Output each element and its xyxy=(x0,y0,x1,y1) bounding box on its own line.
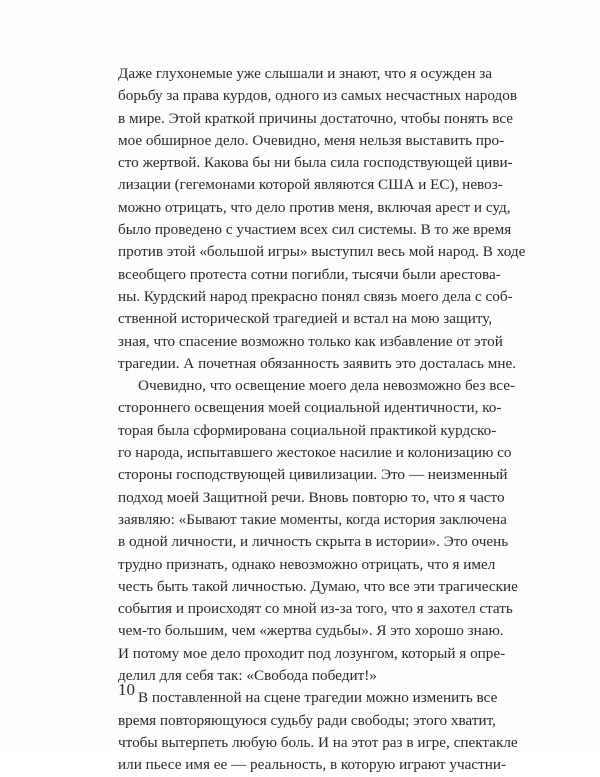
text-line: можно отрицать, что дело против меня, включая арест и суд, xyxy=(118,198,511,216)
text-line: стороны господствующей цивилизации. Это — неизменный xyxy=(118,466,508,484)
text-line: го народа, испытавшего жестокое насилие и колонизацию со xyxy=(118,444,512,462)
text-line: сто жертвой. Какова бы ни была сила господствующей циви- xyxy=(118,154,513,172)
text-line: ственной исторической трагедией и встал на мою защиту, xyxy=(118,310,493,328)
text-line: стороннего освещения моей социальной идентичности, ко- xyxy=(118,399,502,417)
text-line: против этой «большой игры» выступил весь мой народ. В ходе xyxy=(118,243,526,261)
text-line: всеобщего протеста сотни погибли, тысячи были арестова- xyxy=(118,265,501,283)
text-line: зная, что спасение возможно только как избавление от этой xyxy=(118,332,503,350)
text-line: Очевидно, что освещение моего дела невозможно без все- xyxy=(138,377,516,395)
text-line: И потому мое дело проходит под лозунгом, который я опре- xyxy=(118,644,506,662)
text-line: время повторяющуюся судьбу ради свободы; этого хватит, xyxy=(118,711,496,729)
text-line: события и происходят со мной из-за того, что я захотел стать xyxy=(118,600,513,618)
text-line: заявляю: «Бывают такие моменты, когда история заключена xyxy=(118,510,507,528)
text-line: трудно признать, однако невозможно отрицать, что я имел xyxy=(118,555,496,573)
text-line: подход моей Защитной речи. Вновь повторю то, что я часто xyxy=(118,488,505,506)
text-line: трагедии. А почетная обязанность заявить это досталась мне. xyxy=(118,354,516,372)
text-line: Даже глухонемые уже слышали и знают, что я осужден за xyxy=(118,65,493,82)
text-line: было проведено с участием всех сил системы. В то же время xyxy=(118,221,512,239)
text-line: ны. Курдский народ прекрасно понял связь моего дела с соб- xyxy=(118,287,513,305)
body-text xyxy=(118,63,526,777)
paragraph xyxy=(118,63,526,375)
text-line: честь быть такой личностью. Думаю, что все эти трагические xyxy=(118,577,518,595)
text-line: чем-то большим, чем «жертва судьбы». Я это хорошо знаю. xyxy=(118,622,504,640)
paragraph xyxy=(118,375,518,687)
page-number: 10 xyxy=(118,680,135,699)
paragraph xyxy=(118,687,518,776)
text-line: чтобы вытерпеть любую боль. И на этот раз в игре, спектакле xyxy=(118,733,518,751)
text-line: в мире. Этой краткой причины достаточно, чтобы понять все xyxy=(118,109,513,127)
text-line: лизации (гегемонами которой являются США и ЕС), невоз- xyxy=(118,176,503,194)
text-line: борьбу за права курдов, одного из самых несчастных народов xyxy=(118,87,518,105)
text-line: в одной личности, и личность скрыта в истории». Это очень xyxy=(118,533,509,551)
text-line: делил для себя так: «Свобода победит!» xyxy=(118,667,377,685)
text-line: В поставленной на сцене трагедии можно изменить все xyxy=(138,689,498,707)
text-line: мое обширное дело. Очевидно, меня нельзя выставить про- xyxy=(118,131,505,149)
text-line: торая была сформирована социальной практикой курдско- xyxy=(118,421,497,439)
text-line: или пьесе имя ее — реальность, в которую играют участни- xyxy=(118,756,507,774)
